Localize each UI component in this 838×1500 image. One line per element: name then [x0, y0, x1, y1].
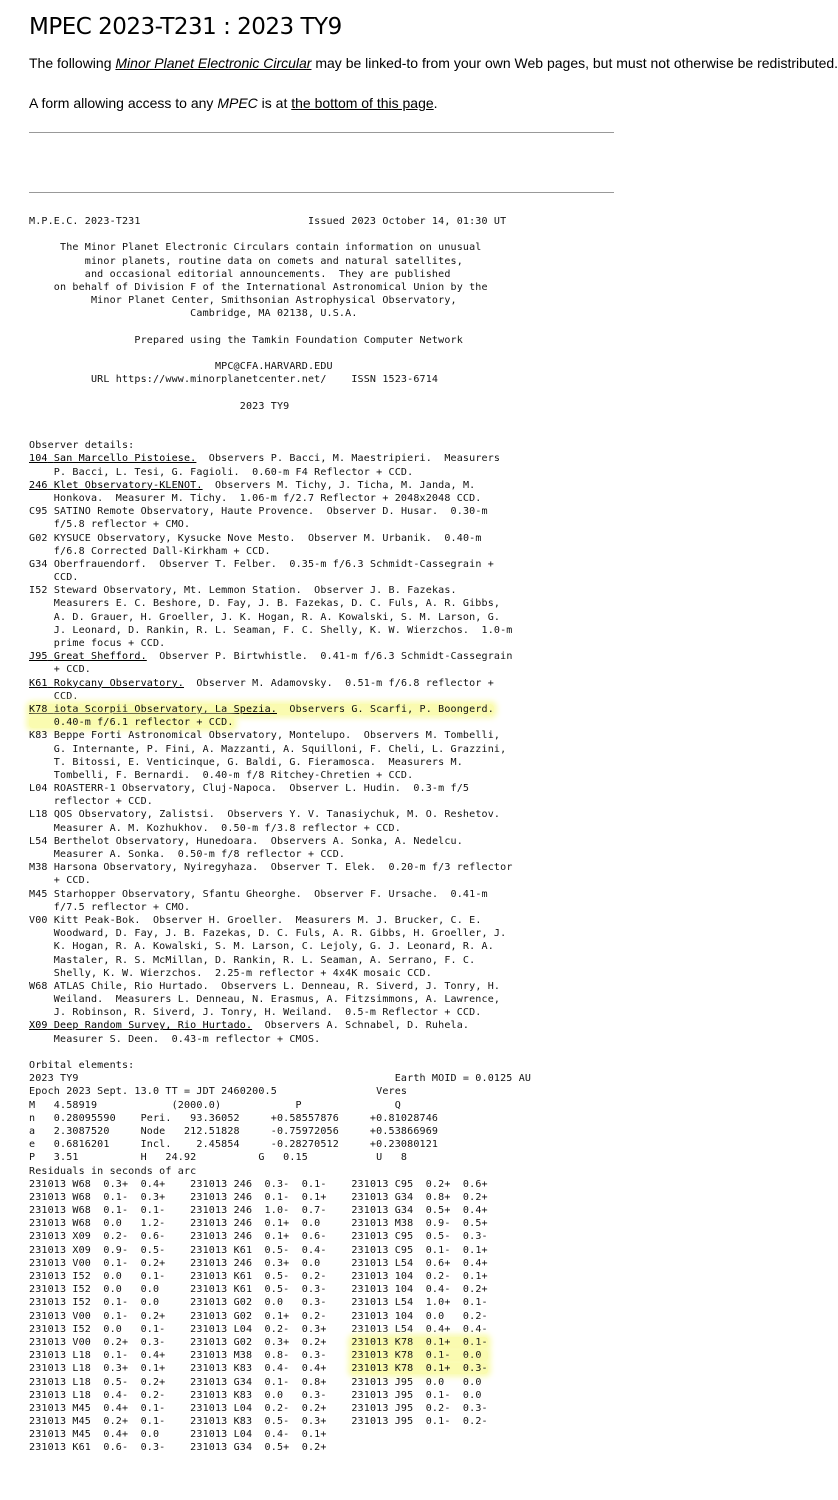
- observer-line: [29, 518, 614, 531]
- observer-line: [29, 492, 614, 505]
- residual-row: [29, 1178, 614, 1191]
- observer-text: J. Robinson, R. Siverd, J. Tonry, H. Weiland. 0.5-m Reflector + CCD.: [29, 1007, 482, 1019]
- observer-text: Observer H. Groeller. Measurers M. J. Brucker, C. E.: [140, 914, 482, 926]
- observer-line: [29, 452, 614, 465]
- residual-cell: 231013 L18 0.4- 0.2-: [29, 1389, 172, 1401]
- intro-prefix: The following: [29, 55, 116, 71]
- observer-text: Observers M. Tichy, J. Ticha, M. Janda, M.: [202, 479, 476, 491]
- observer-line: [29, 769, 614, 782]
- residual-cell: 231013 104 0.0 0.2-: [332, 1310, 488, 1322]
- highlight-mark: [29, 717, 234, 728]
- residual-row: [29, 1441, 614, 1454]
- observatory-code: 104: [29, 453, 48, 465]
- observatory-site: Kitt Peak-Bok.: [53, 914, 141, 926]
- residual-row: [29, 1389, 614, 1402]
- residual-cell: 231013 K83 0.4- 0.4+: [171, 1363, 333, 1375]
- observatory-site: Deep Random Survey, Rio Hurtado.: [53, 1020, 253, 1032]
- residual-cell: 231013 G02 0.3+ 0.2+: [171, 1336, 333, 1348]
- observatory-code: X09: [29, 1020, 48, 1032]
- preamble-line: Prepared using the Tamkin Foundation Computer Network: [29, 334, 463, 346]
- observer-line: [29, 663, 614, 676]
- residual-row: [29, 1336, 614, 1349]
- mpec-link[interactable]: [115, 55, 311, 71]
- residual-cell: 231013 L04 0.4- 0.1+: [171, 1429, 333, 1441]
- residual-row: [29, 1244, 614, 1257]
- observatory-code: L54: [29, 835, 48, 847]
- residual-cell: 231013 246 0.3+ 0.0: [171, 1257, 333, 1269]
- residual-cell: 231013 L18 0.3+ 0.1+: [29, 1363, 172, 1375]
- intro-suffix: may be linked-to from your own Web pages, but must not otherwise be redistributed.: [311, 55, 838, 71]
- observatory-site: QOS Observatory, Zalistsi.: [53, 809, 215, 821]
- observatory-code: C95: [29, 506, 48, 518]
- preamble-line: [29, 413, 614, 426]
- observer-line: [29, 756, 614, 769]
- observer-line: [29, 624, 614, 637]
- observer-line: [29, 637, 614, 650]
- preamble-line: on behalf of Division F of the International Astronomical Union by the: [29, 281, 488, 293]
- residual-cell: 231013 M45 0.4+ 0.0: [29, 1429, 172, 1441]
- observer-text: Observer M. Urbanik. 0.40-m: [295, 532, 482, 544]
- observer-line: [29, 914, 614, 927]
- observer-line: [29, 479, 614, 492]
- observatory-site: Beppe Forti Astronomical Observatory, Montelupo.: [53, 730, 352, 742]
- residual-cell: 231013 104 0.4- 0.2+: [332, 1284, 488, 1296]
- mpec-link-text: Minor Planet Electronic Circular: [115, 55, 312, 71]
- observer-text: Observers Y. V. Tanasiychuk, M. O. Reshetov.: [214, 809, 501, 821]
- observer-text: 0.40-m f/6.1 reflector + CCD.: [29, 717, 234, 729]
- observer-text: G. Internante, P. Fini, A. Mazzanti, A. Squilloni, F. Cheli, L. Grazzini,: [29, 743, 507, 755]
- observer-text: prime focus + CCD.: [29, 638, 166, 649]
- residual-cell: 231013 L04 0.2- 0.3+: [171, 1323, 333, 1335]
- observer-text: CCD.: [29, 690, 79, 702]
- observer-text: Weiland. Measurers L. Denneau, N. Erasmus, A. Fitzsimmons, A. Lawrence,: [29, 994, 501, 1006]
- preamble-line: minor planets, routine data on comets and natural satellites,: [29, 255, 463, 267]
- observer-text: Observer T. Elek. 0.20-m f/3 reflector: [258, 862, 513, 874]
- observer-line: [29, 716, 614, 729]
- observatory-code: V00: [29, 914, 48, 926]
- residual-cell: [333, 1350, 488, 1361]
- observer-line: [29, 743, 614, 756]
- observatory-code: M45: [29, 888, 48, 900]
- residual-cell: 231013 W68 0.3+ 0.4+: [29, 1178, 172, 1190]
- observer-text: Tombelli, F. Bernardi. 0.40-m f/8 Ritchey-Chretien + CCD.: [29, 769, 414, 781]
- observer-text: Shelly, K. W. Wierzchos. 2.25-m reflector + 4x4K mosaic CCD.: [29, 967, 432, 979]
- residual-cell: 231013 W68 0.1- 0.1-: [29, 1205, 172, 1217]
- preamble-line: [29, 347, 614, 360]
- observer-line: [29, 808, 614, 821]
- observer-text: Observers A. Sonka, A. Nedelcu.: [258, 835, 463, 847]
- observatory-site: ROASTERR-1 Observatory, Cluj-Napoca.: [53, 783, 277, 795]
- observer-text: Woodward, D. Fay, J. B. Fazekas, D. C. Fuls, A. R. Gibbs, H. Groeller, J.: [29, 928, 507, 940]
- observer-entry-m38: [29, 861, 614, 887]
- observer-entry-i52: [29, 584, 614, 650]
- observatory-link-k78[interactable]: [29, 704, 277, 715]
- observatory-code: L04: [29, 783, 48, 795]
- observatory-code: G34: [29, 558, 48, 570]
- residual-row: [29, 1362, 614, 1375]
- observer-text: Mastaler, R. S. McMillan, D. Rankin, R. L. Seaman, A. Serrano, F. C.: [29, 954, 476, 966]
- residual-row: [29, 1191, 614, 1204]
- residual-row: [29, 1217, 614, 1230]
- residual-cell: 231013 C95 0.5- 0.3-: [332, 1231, 488, 1243]
- observer-text: Observer J. B. Fazekas.: [301, 585, 457, 597]
- residual-cell: 231013 K61 0.5- 0.3-: [171, 1284, 333, 1296]
- observer-text: Observers G. Scarfi, P. Boongerd.: [276, 703, 494, 715]
- observer-entry-l04: [29, 782, 614, 808]
- residual-row: [29, 1257, 614, 1270]
- observer-text: Observer F. Ursache. 0.41-m: [301, 888, 488, 900]
- residual-cell: 231013 L54 1.0+ 0.1-: [332, 1297, 488, 1309]
- observer-line: [29, 954, 614, 967]
- residual-cell: 231013 J95 0.2- 0.3-: [332, 1402, 488, 1414]
- residual-cell: 231013 G34 0.1- 0.8+: [171, 1376, 333, 1388]
- residual-cell: 231013 M45 0.4+ 0.1-: [29, 1402, 172, 1414]
- preamble-line: Minor Planet Center, Smithsonian Astrophysical Observatory,: [29, 295, 457, 307]
- observatory-link-246[interactable]: [29, 480, 203, 491]
- preamble: [29, 228, 614, 452]
- orbital-line: a 2.3087520 Node 212.51828 -0.75972056 +0.53866969: [29, 1125, 439, 1137]
- residual-cell: 231013 M38 0.9- 0.5+: [332, 1218, 488, 1230]
- observer-text: + CCD.: [29, 664, 91, 676]
- observer-entry-v00: [29, 914, 614, 980]
- circular-text: [29, 215, 614, 1455]
- observer-entry-l18: [29, 808, 614, 834]
- residual-cell: 231013 I52 0.1- 0.0: [29, 1297, 172, 1309]
- residual-cell: 231013 L18 0.1- 0.4+: [29, 1350, 172, 1362]
- residual-row: [29, 1283, 614, 1296]
- observer-line: [29, 729, 614, 742]
- observer-entry-k78: [29, 703, 614, 729]
- residual-cell: 231013 K83 0.5- 0.3+: [171, 1416, 333, 1428]
- observatory-code: J95: [29, 651, 48, 663]
- observatory-code: K61: [29, 677, 48, 689]
- residual-cell: 231013 K83 0.0 0.3-: [171, 1389, 333, 1401]
- observer-text: P. Bacci, L. Tesi, G. Fagioli. 0.60-m F4 Reflector + CCD.: [29, 466, 414, 478]
- observatory-link-x09[interactable]: [29, 1020, 252, 1031]
- residual-row: [29, 1230, 614, 1243]
- observer-line: [29, 1033, 614, 1046]
- observer-text: Observer M. Adamovsky. 0.51-m f/6.8 reflector +: [184, 677, 494, 689]
- observatory-site: SATINO Remote Observatory, Haute Provence.: [53, 506, 315, 518]
- observer-line: [29, 703, 614, 716]
- observatory-site: Great Shefford.: [53, 651, 147, 663]
- residual-cell: 231013 V00 0.1- 0.2+: [29, 1257, 172, 1269]
- observatory-site: Steward Observatory, Mt. Lemmon Station.: [53, 585, 302, 597]
- observer-line: [29, 571, 614, 584]
- highlight-mark: 231013 K78 0.1+ 0.3-: [351, 1363, 488, 1375]
- residual-row: [29, 1402, 614, 1415]
- observer-line: [29, 1019, 614, 1032]
- residual-cell: 231013 V00 0.2+ 0.3-: [29, 1336, 172, 1348]
- observer-entry-g02: [29, 532, 614, 558]
- observer-line: [29, 795, 614, 808]
- circular-id-line: M.P.E.C. 2023-T231 Issued 2023 October 14, 01:30 UT: [29, 216, 507, 227]
- residual-cell: 231013 L54 0.6+ 0.4+: [332, 1257, 488, 1269]
- residual-cell: 231013 X09 0.9- 0.5-: [29, 1244, 172, 1256]
- form-paragraph: [29, 94, 614, 112]
- observer-entry-k61: [29, 677, 614, 703]
- divider-top: [29, 132, 614, 133]
- observer-line: [29, 558, 614, 571]
- observer-text: Measurers E. C. Beshore, D. Fay, J. B. Fazekas, D. C. Fuls, A. R. Gibbs,: [29, 598, 501, 610]
- orbital-line: P 3.51 H 24.92 G 0.15 U 8: [29, 1152, 408, 1164]
- residual-cell: 231013 V00 0.1- 0.2+: [29, 1310, 172, 1322]
- observer-line: [29, 650, 614, 663]
- residual-cell: 231013 I52 0.0 0.0: [29, 1284, 172, 1296]
- residual-cell: 231013 J95 0.0 0.0: [332, 1376, 488, 1388]
- residual-cell: 231013 X09 0.2- 0.6-: [29, 1231, 172, 1243]
- observer-line: [29, 901, 614, 914]
- observer-text: Observer D. Husar. 0.30-m: [314, 506, 488, 518]
- observer-text: J. Leonard, D. Rankin, R. L. Seaman, F. C. Shelly, K. W. Wierzchos. 1.0-m: [29, 624, 513, 636]
- observer-text: reflector + CCD.: [29, 796, 153, 808]
- observer-line: [29, 874, 614, 887]
- residual-cell: 231013 104 0.2- 0.1+: [332, 1271, 488, 1282]
- observer-text: Observer L. Hudin. 0.3-m f/5: [276, 783, 470, 795]
- observer-text: Measurer A. Sonka. 0.50-m f/8 reflector + CCD.: [29, 849, 346, 860]
- observer-line: [29, 967, 614, 980]
- orbital-line: Residuals in seconds of arc: [29, 1165, 197, 1177]
- observatory-link-j95[interactable]: [29, 651, 147, 662]
- residual-cell: [333, 1337, 488, 1348]
- observer-text: A. D. Grauer, H. Groeller, J. K. Hogan, R. A. Kowalski, S. M. Larson, G.: [29, 611, 501, 623]
- preamble-line: MPC@CFA.HARVARD.EDU: [29, 361, 333, 373]
- residual-cell: [333, 1363, 488, 1374]
- preamble-line: URL https://www.minorplanetcenter.net/ ISSN 1523-6714: [29, 374, 439, 386]
- form-mpec: MPEC: [217, 95, 258, 111]
- observer-text: Measurer S. Deen. 0.43-m reflector + CMOS.: [29, 1033, 321, 1045]
- residual-cell: 231013 246 0.1+ 0.6-: [171, 1231, 333, 1243]
- observer-line: [29, 940, 614, 953]
- observer-text: f/7.5 reflector + CMO.: [29, 901, 191, 913]
- observatory-site: Klet Observatory-KLENOT.: [53, 479, 203, 491]
- observatory-link-k61[interactable]: [29, 678, 184, 689]
- observer-line: [29, 611, 614, 624]
- observatory-code: K78: [29, 703, 48, 715]
- preamble-line: The Minor Planet Electronic Circulars contain information on unusual: [29, 242, 482, 254]
- divider-bottom: [29, 192, 614, 193]
- residual-cell: 231013 G34 0.5+ 0.4+: [332, 1205, 488, 1217]
- observatory-code: L18: [29, 809, 48, 821]
- residual-row: [29, 1415, 614, 1428]
- intro-paragraph: [29, 54, 838, 72]
- orbital-line: Epoch 2023 Sept. 13.0 TT = JDT 2460200.5 Veres: [29, 1086, 408, 1098]
- observer-line: [29, 993, 614, 1006]
- observatory-link-104[interactable]: [29, 453, 196, 464]
- residual-cell: 231013 C95 0.1- 0.1+: [332, 1244, 488, 1256]
- observatory-code: K83: [29, 730, 48, 742]
- observatory-site: iota Scorpii Observatory, La Spezia.: [53, 703, 277, 715]
- orbital-elements: [29, 1046, 614, 1178]
- observatory-site: Berthelot Observatory, Hunedoara.: [53, 835, 259, 847]
- observer-line: [29, 888, 614, 901]
- observer-line: [29, 980, 614, 993]
- observer-entry-c95: [29, 505, 614, 531]
- residual-cell: 231013 M38 0.8- 0.3-: [171, 1350, 333, 1362]
- residual-cell: 231013 G34 0.5+ 0.2+: [171, 1442, 333, 1454]
- preamble-line: [29, 228, 614, 241]
- observer-line: [29, 505, 614, 518]
- residual-row: [29, 1349, 614, 1362]
- preamble-line: Cambridge, MA 02138, U.S.A.: [29, 308, 358, 320]
- preamble-line: [29, 321, 614, 334]
- observatory-code: G02: [29, 532, 48, 544]
- observer-line: [29, 597, 614, 610]
- bottom-form-link[interactable]: the bottom of this page: [291, 95, 434, 111]
- residual-cell: 231013 L18 0.5- 0.2+: [29, 1376, 172, 1388]
- observer-line: [29, 1006, 614, 1019]
- orbital-line: 2023 TY9 Earth MOID = 0.0125 AU: [29, 1073, 532, 1085]
- form-suffix: .: [433, 95, 438, 111]
- residual-cell: 231013 W68 0.0 1.2-: [29, 1218, 172, 1230]
- observer-line: [29, 927, 614, 940]
- observer-text: Observer P. Birtwhistle. 0.41-m f/6.3 Schmidt-Cassegrain: [146, 651, 513, 663]
- observer-entry-246: [29, 479, 614, 505]
- residual-cell: 231013 I52 0.0 0.1-: [29, 1271, 172, 1282]
- residual-row: [29, 1376, 614, 1389]
- observer-line: [29, 677, 614, 690]
- highlight-mark: 231013 K78 0.1- 0.0: [351, 1350, 488, 1362]
- residual-cell: 231013 G02 0.0 0.3-: [171, 1297, 333, 1309]
- residual-cell: 231013 M45 0.2+ 0.1-: [29, 1416, 172, 1428]
- residual-cell: 231013 C95 0.2+ 0.6+: [332, 1178, 488, 1190]
- observer-text: T. Bitossi, E. Venticinque, G. Baldi, G. Fieramosca. Measurers M.: [29, 756, 463, 768]
- observer-line: [29, 848, 614, 861]
- observer-line: [29, 532, 614, 545]
- observer-line: [29, 861, 614, 874]
- observatory-site: ATLAS Chile, Rio Hurtado.: [53, 980, 209, 992]
- observer-text: f/6.8 Corrected Dall-Kirkham + CCD.: [29, 545, 271, 557]
- observer-entry-104: [29, 452, 614, 478]
- observer-line: [29, 782, 614, 795]
- residual-cell: 231013 W68 0.1- 0.3+: [29, 1191, 172, 1203]
- observer-text: K. Hogan, R. A. Kowalski, S. M. Larson, C. Lejoly, G. J. Leonard, R. A.: [29, 941, 494, 953]
- observer-line: [29, 822, 614, 835]
- observer-entry-g34: [29, 558, 614, 584]
- observer-entry-w68: [29, 980, 614, 1020]
- residual-cell: 231013 L54 0.4+ 0.4-: [332, 1323, 488, 1335]
- observer-text: Observers P. Bacci, M. Maestripieri. Measurers: [196, 453, 501, 465]
- observer-text: CCD.: [29, 572, 79, 584]
- residual-row: [29, 1270, 614, 1283]
- residual-cell: 231013 I52 0.0 0.1-: [29, 1323, 172, 1335]
- form-mid: is at: [257, 95, 292, 111]
- residual-row: [29, 1296, 614, 1309]
- residual-cell: 231013 J95 0.1- 0.2-: [332, 1416, 488, 1428]
- observer-text: Observers M. Tombelli,: [351, 730, 501, 742]
- observer-line: [29, 584, 614, 597]
- observer-line: [29, 835, 614, 848]
- observer-entry-l54: [29, 835, 614, 861]
- observatory-code: W68: [29, 980, 48, 992]
- observer-line: [29, 690, 614, 703]
- page-title: MPEC 2023-T231 : 2023 TY9: [29, 14, 342, 40]
- preamble-line: [29, 386, 614, 399]
- observatory-code: I52: [29, 585, 48, 597]
- residuals-table: [29, 1178, 614, 1455]
- observatory-code: M38: [29, 862, 48, 874]
- residual-cell: 231013 246 0.3- 0.1-: [171, 1178, 333, 1190]
- preamble-line: and occasional editorial announcements. They are published: [29, 268, 451, 280]
- residual-cell: 231013 246 0.1- 0.1+: [171, 1191, 333, 1203]
- residual-cell: 231013 K61 0.5- 0.4-: [171, 1244, 333, 1256]
- observatory-site: KYSUCE Observatory, Kysucke Nove Mesto.: [53, 532, 296, 544]
- orbital-line: e 0.6816201 Incl. 2.45854 -0.28270512 +0.23080121: [29, 1139, 439, 1151]
- residual-cell: 231013 246 1.0- 0.7-: [171, 1205, 333, 1217]
- form-prefix: A form allowing access to any: [29, 95, 218, 111]
- observer-entry-x09: [29, 1019, 614, 1045]
- orbital-line: M 4.58919 (2000.0) P Q: [29, 1099, 401, 1111]
- observer-line: [29, 545, 614, 558]
- preamble-line: [29, 426, 614, 439]
- residual-row: [29, 1323, 614, 1336]
- observer-text: Observer T. Felber. 0.35-m f/6.3 Schmidt-Cassegrain +: [146, 558, 494, 570]
- residual-row: [29, 1310, 614, 1323]
- residual-cell: 231013 246 0.1+ 0.0: [171, 1218, 333, 1230]
- residual-cell: 231013 K61 0.6- 0.3-: [29, 1442, 172, 1454]
- observer-text: Measurer A. M. Kozhukhov. 0.50-m f/3.8 reflector + CCD.: [29, 822, 401, 834]
- observer-entry-k83: [29, 729, 614, 782]
- highlight-mark: 231013 K78 0.1+ 0.1-: [351, 1336, 488, 1348]
- highlight-mark: [29, 704, 494, 715]
- residual-row: [29, 1428, 614, 1441]
- observer-text: + CCD.: [29, 875, 91, 887]
- residual-row: [29, 1204, 614, 1217]
- observer-details: [29, 452, 614, 1045]
- observatory-site: Rokycany Observatory.: [53, 677, 184, 689]
- preamble-line: 2023 TY9: [29, 400, 290, 412]
- orbital-line: Orbital elements:: [29, 1060, 135, 1071]
- observer-text: Observers A. Schnabel, D. Ruhela.: [252, 1020, 470, 1032]
- residual-cell: 231013 J95 0.1- 0.0: [332, 1389, 488, 1401]
- observer-text: Honkova. Measurer M. Tichy. 1.06-m f/2.7 Reflector + 2048x2048 CCD.: [29, 492, 482, 504]
- observer-text: f/5.8 reflector + CMO.: [29, 519, 191, 531]
- observatory-site: San Marcello Pistoiese.: [53, 453, 197, 465]
- residual-cell: 231013 G34 0.8+ 0.2+: [332, 1191, 488, 1203]
- observatory-site: Oberfrauendorf.: [53, 558, 147, 570]
- residual-cell: 231013 K61 0.5- 0.2-: [171, 1271, 333, 1282]
- observatory-site: Harsona Observatory, Nyiregyhaza.: [53, 862, 259, 874]
- orbital-line: [29, 1046, 614, 1059]
- observatory-code: 246: [29, 479, 48, 491]
- observer-line: [29, 466, 614, 479]
- observer-entry-j95: [29, 650, 614, 676]
- preamble-line: Observer details:: [29, 440, 135, 452]
- residual-cell: 231013 L04 0.2- 0.2+: [171, 1402, 333, 1414]
- observer-entry-m45: [29, 888, 614, 914]
- observatory-site: Starhopper Observatory, Sfantu Gheorghe.: [53, 888, 302, 900]
- residual-cell: 231013 G02 0.1+ 0.2-: [171, 1310, 333, 1322]
- observer-text: Observers L. Denneau, R. Siverd, J. Tonry, H.: [208, 980, 501, 992]
- orbital-line: n 0.28095590 Peri. 93.36052 +0.58557876 +0.81028746: [29, 1112, 439, 1124]
